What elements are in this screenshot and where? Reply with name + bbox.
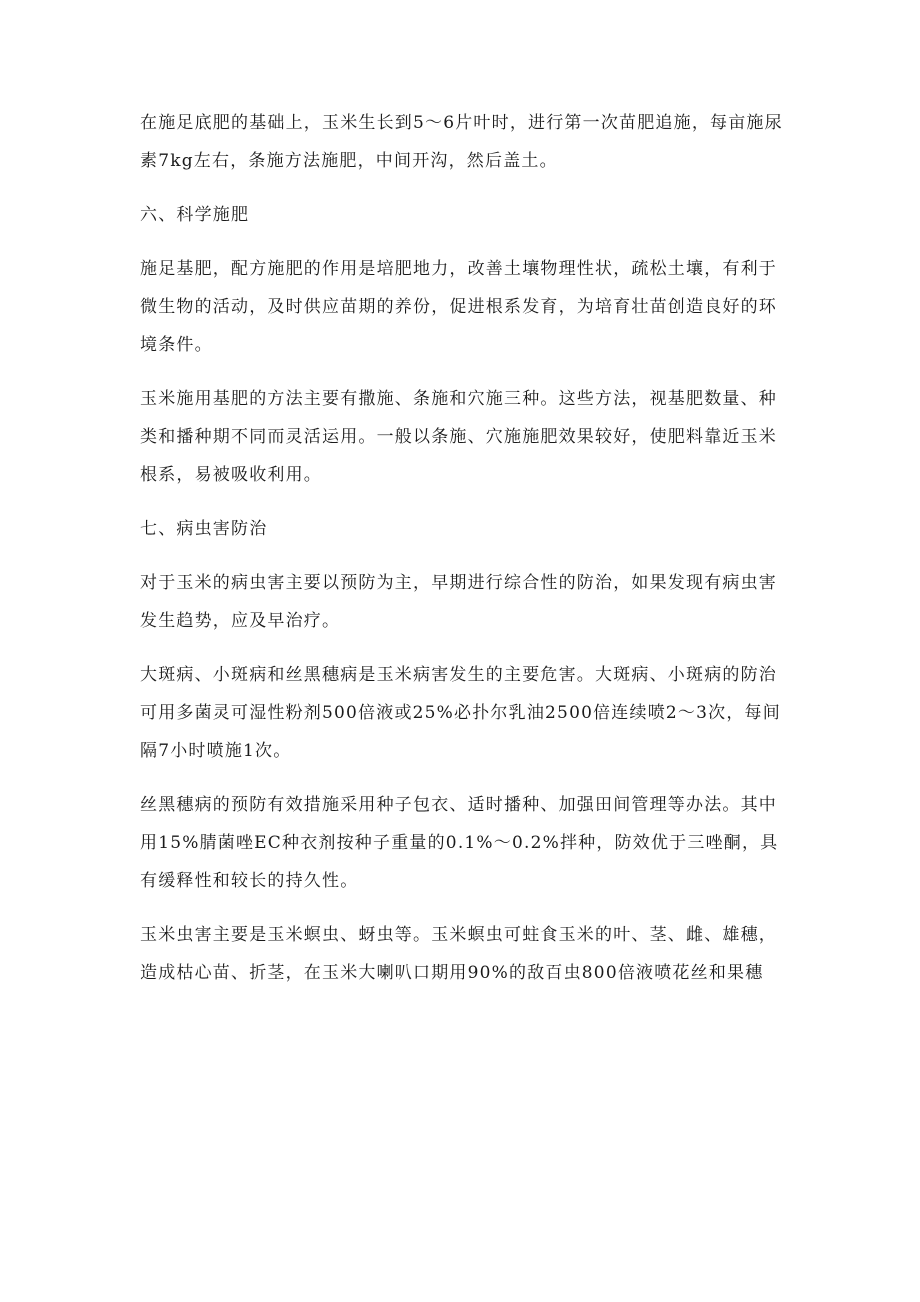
paragraph-base-fertilizer: 施足基肥，配方施肥的作用是培肥地力，改善土壤物理性状，疏松土壤，有利于微生物的活动，及时供应苗期的养份，促进根系发育，为培育壮苗创造良好的环境条件。 bbox=[140, 259, 777, 355]
document-body bbox=[140, 104, 790, 1008]
paragraph-leaf-spot: 大斑病、小斑病和丝黑穗病是玉米病害发生的主要危害。大斑病、小斑病的防治可用多菌灵可湿性粉剂500倍液或25%必扑尔乳油2500倍连续喷2～3次，每间隔7小时喷施1次。 bbox=[140, 665, 781, 761]
paragraph-application-methods: 玉米施用基肥的方法主要有撒施、条施和穴施三种。这些方法，视基肥数量、种类和播种期不同而灵活运用。一般以条施、穴施施肥效果较好，使肥料靠近玉米根系，易被吸收利用。 bbox=[140, 389, 777, 485]
paragraph-seedling-fertilizer: 在施足底肥的基础上，玉米生长到5～6片叶时，进行第一次苗肥追施，每亩施尿素7kg左右，条施方法施肥，中间开沟，然后盖土。 bbox=[140, 113, 783, 171]
paragraph-corn-borer: 玉米虫害主要是玉米螟虫、蚜虫等。玉米螟虫可蛀食玉米的叶、茎、雌、雄穗，造成枯心苗、折茎，在玉米大喇叭口期用90%的敌百虫800倍液喷花丝和果穗 bbox=[140, 925, 777, 983]
heading-pest-control: 七、病虫害防治 bbox=[140, 519, 268, 539]
paragraph-head-smut: 丝黑穗病的预防有效措施采用种子包衣、适时播种、加强田间管理等办法。其中用15%腈菌唑EC种衣剂按种子重量的0.1%～0.2%拌种，防效优于三唑酮，具有缓释性和较长的持久性。 bbox=[140, 795, 779, 891]
paragraph-prevention: 对于玉米的病虫害主要以预防为主，早期进行综合性的防治，如果发现有病虫害发生趋势，应及早治疗。 bbox=[140, 573, 777, 631]
heading-scientific-fertilization: 六、科学施肥 bbox=[140, 205, 250, 225]
